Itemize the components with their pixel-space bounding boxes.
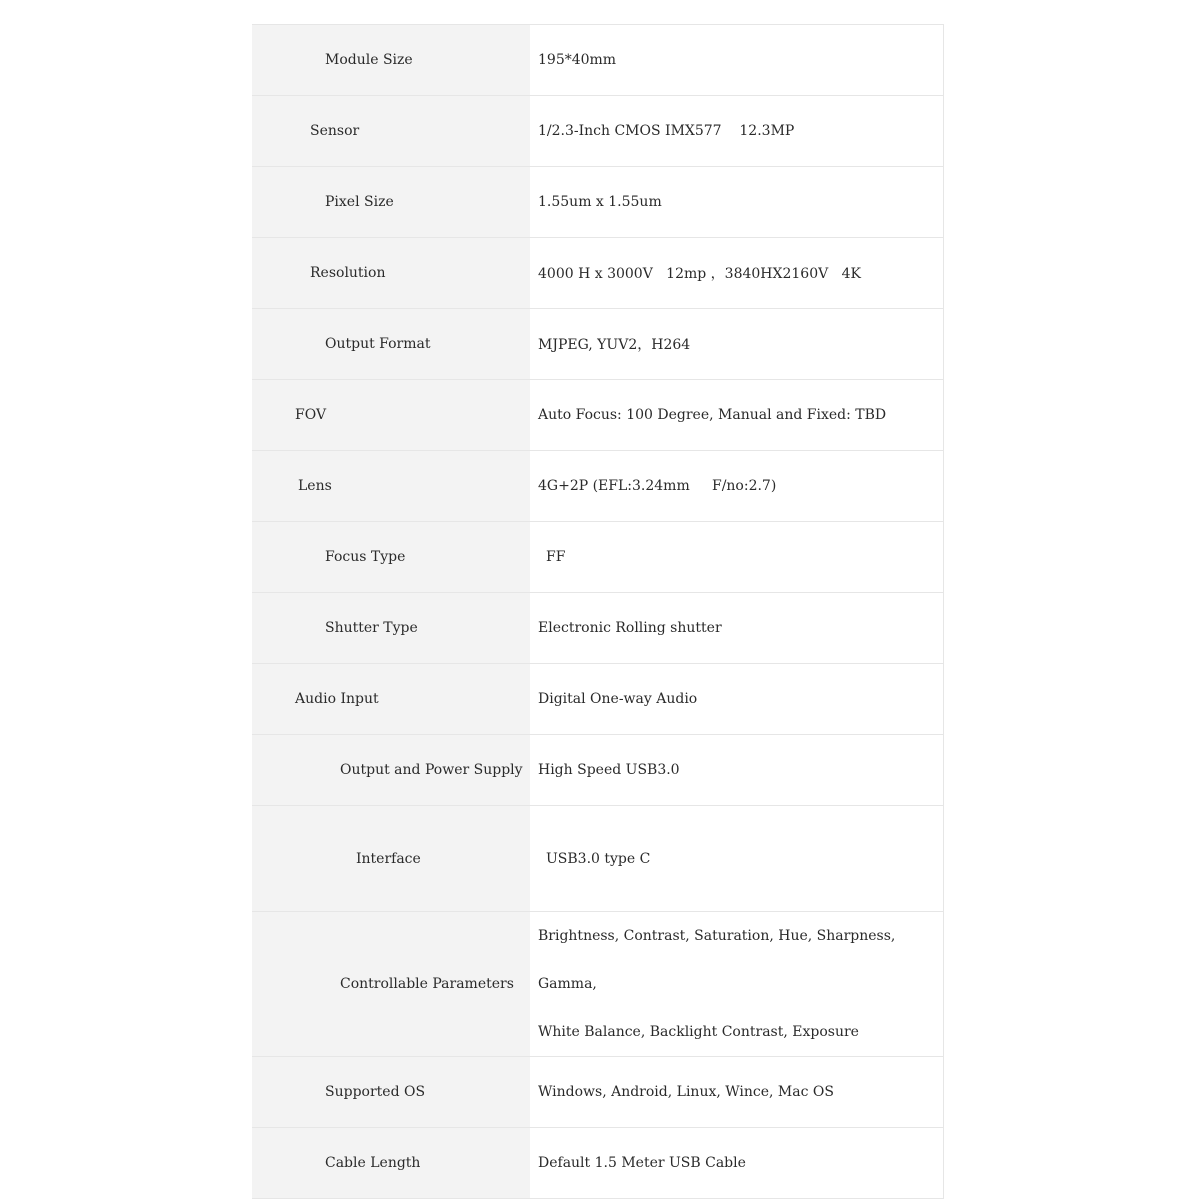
spec-label: Module Size (325, 52, 413, 68)
spec-row-interface (252, 806, 944, 912)
spec-row-shutter-type (252, 593, 944, 664)
spec-label: Supported OS (325, 1084, 426, 1100)
spec-label: Interface (356, 850, 421, 867)
spec-value-line: Brightness, Contrast, Saturation, Hue, Sharpness, Gamma, (538, 928, 896, 992)
spec-row-controllable-parameters (252, 912, 944, 1057)
spec-label: Controllable Parameters (340, 976, 514, 992)
spec-label: Sensor (310, 123, 360, 139)
spec-value: Digital One-way Audio (538, 691, 698, 707)
spec-label: FOV (295, 407, 327, 423)
spec-row-fov (252, 380, 944, 451)
spec-row-sensor (252, 96, 944, 167)
spec-row-module-size (252, 25, 944, 96)
spec-label: Shutter Type (325, 620, 418, 636)
spec-label: Output and Power Supply (340, 762, 523, 778)
spec-value: 1.55um x 1.55um (538, 194, 662, 210)
spec-value: 195*40mm (538, 52, 617, 68)
spec-row-output-format (252, 309, 944, 380)
spec-value: 4000 H x 3000V 12mp ，3840HX2160V 4K (538, 266, 861, 282)
spec-row-resolution (252, 238, 944, 309)
spec-value: FF (546, 549, 566, 565)
spec-row-pixel-size (252, 167, 944, 238)
spec-label: Output Format (325, 336, 431, 352)
spec-row-output-power (252, 735, 944, 806)
spec-value: Default 1.5 Meter USB Cable (538, 1155, 746, 1171)
spec-value: USB3.0 type C (546, 850, 651, 867)
spec-row-audio-input (252, 664, 944, 735)
spec-row-cable-length (252, 1128, 944, 1199)
spec-label: Resolution (310, 265, 386, 281)
spec-row-supported-os (252, 1057, 944, 1128)
spec-row-lens (252, 451, 944, 522)
spec-label: Cable Length (325, 1155, 421, 1171)
spec-value: 1/2.3-Inch CMOS IMX577 12.3MP (538, 123, 795, 139)
spec-row-focus-type (252, 522, 944, 593)
spec-value: High Speed USB3.0 (538, 762, 680, 778)
spec-label: Focus Type (325, 549, 406, 565)
spec-label: Lens (298, 478, 332, 494)
spec-value: Electronic Rolling shutter (538, 620, 722, 636)
spec-value: 4G+2P (EFL:3.24mm F/no:2.7) (538, 478, 777, 494)
spec-label: Pixel Size (325, 194, 394, 210)
spec-value: Windows, Android, Linux, Wince, Mac OS (538, 1084, 834, 1100)
spec-value: Auto Focus: 100 Degree, Manual and Fixed: TBD (538, 407, 887, 423)
spec-table (252, 24, 944, 1199)
spec-value-line: White Balance, Backlight Contrast, Exposure (538, 1024, 859, 1040)
spec-value: MJPEG, YUV2，H264 (538, 337, 691, 353)
spec-label: Audio Input (295, 691, 379, 707)
